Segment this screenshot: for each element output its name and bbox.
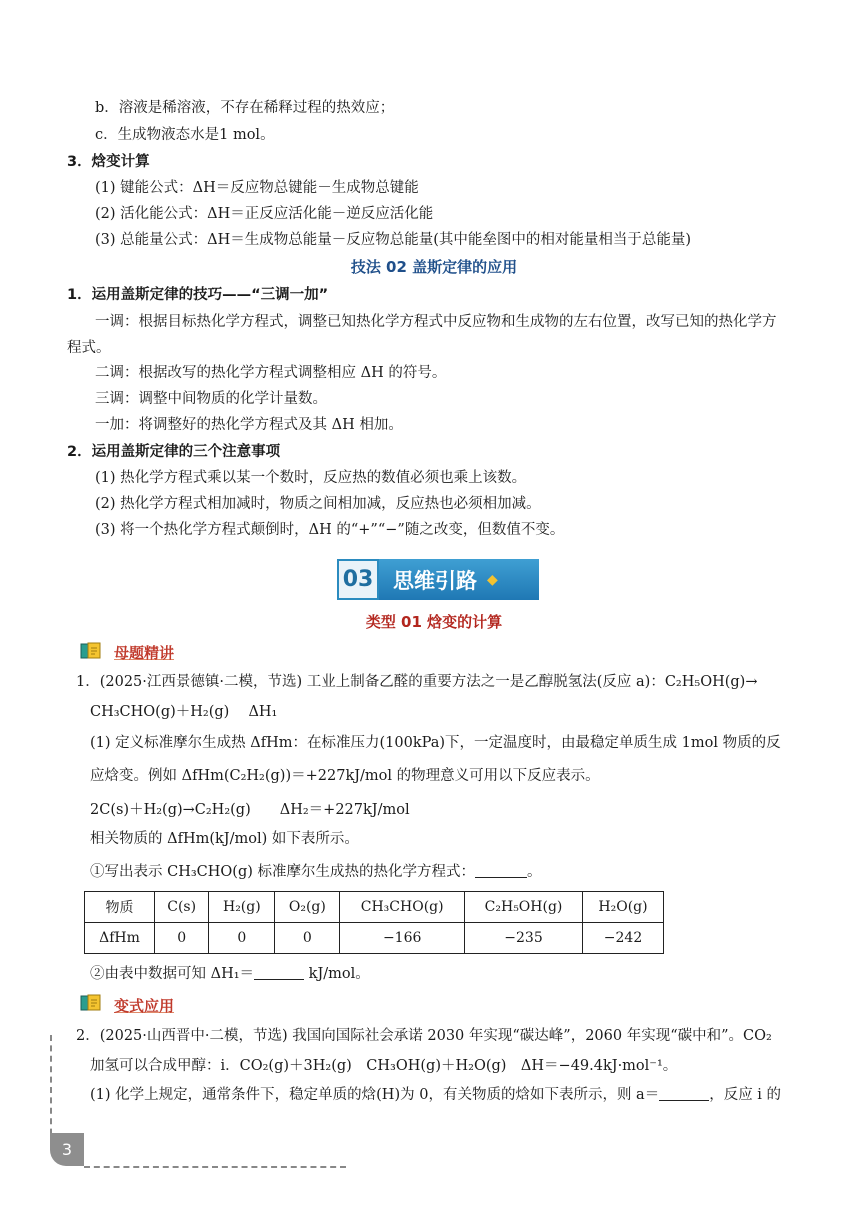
book-icon xyxy=(80,994,102,1012)
table-cell: O₂(g) xyxy=(275,892,340,923)
data-table xyxy=(84,891,664,954)
banner-title: 思维引路 xyxy=(393,568,477,593)
text-line: 程式。 xyxy=(67,340,111,356)
subheading-mother-question: 母题精讲 xyxy=(114,644,175,662)
table-row xyxy=(85,892,664,923)
type-title: 类型 01 焓变的计算 xyxy=(365,613,503,631)
text-line: (1) 热化学方程式乘以某一个数时，反应热的数值必须也乘上该数。 xyxy=(95,470,527,486)
table-row xyxy=(85,923,664,954)
question-text xyxy=(90,964,370,984)
text-line: (2) 活化能公式：ΔH＝正反应活化能－逆反应活化能 xyxy=(95,206,434,222)
table-cell: −166 xyxy=(340,923,465,954)
prompt-end: ，反应 i 的 xyxy=(709,1087,782,1103)
answer-blank[interactable] xyxy=(475,863,527,878)
text-line: c．生成物液态水是1 mol。 xyxy=(95,127,275,143)
table-cell: H₂O(g) xyxy=(583,892,664,923)
page-border-dashed xyxy=(50,1035,52,1145)
equation: CH₃CHO(g)＋H₂(g) ΔH₁ xyxy=(90,704,278,720)
question-text: 1．(2025·江西景德镇·二模，节选) 工业上制备乙醛的重要方法之一是乙醇脱氢法(反应 a)：C₂H₅OH(g)→ xyxy=(76,674,758,690)
question-text: (1) 定义标准摩尔生成热 ΔfHm：在标准压力(100kPa)下，一定温度时，由最稳定单质生成 1mol 物质的反 xyxy=(90,735,781,751)
text-line: 一调：根据目标热化学方程式，调整已知热化学方程式中反应物和生成物的左右位置，改写已知的热化学方 xyxy=(95,314,777,330)
section-banner xyxy=(337,559,539,600)
text-line: (3) 总能量公式：ΔH＝生成物总能量－反应物总能量(其中能垒图中的相对能量相当于总能量) xyxy=(95,232,692,248)
table-cell: CH₃CHO(g) xyxy=(340,892,465,923)
prompt-end: 。 xyxy=(527,864,542,880)
prompt: (1) 化学上规定，通常条件下，稳定单质的焓(H)为 0，有关物质的焓如下表所示，则 a＝ xyxy=(90,1087,660,1103)
prompt: ②由表中数据可知 ΔH₁＝ xyxy=(90,966,255,982)
text-line: 三调：调整中间物质的化学计量数。 xyxy=(95,391,327,407)
answer-blank[interactable] xyxy=(659,1086,709,1101)
text-line: 二调：根据改写的热化学方程式调整相应 ΔH 的符号。 xyxy=(95,365,447,381)
table-cell: −242 xyxy=(583,923,664,954)
table-cell: C₂H₅OH(g) xyxy=(465,892,583,923)
footer-dashed-line xyxy=(84,1166,346,1168)
table-cell: ΔfHm xyxy=(85,923,155,954)
banner-title-box xyxy=(379,559,539,600)
subheading-variant: 变式应用 xyxy=(114,997,175,1015)
question-text: 应焓变。例如 ΔfHm(C₂H₂(g))＝+227kJ/mol 的物理意义可用以下反应表示。 xyxy=(90,768,600,784)
heading: 1．运用盖斯定律的技巧——“三调一加” xyxy=(67,287,329,303)
question-text xyxy=(90,1085,781,1105)
table-cell: H₂(g) xyxy=(209,892,275,923)
section-title: 技法 02 盖斯定律的应用 xyxy=(350,258,518,276)
text-line: (1) 键能公式：ΔH＝反应物总键能－生成物总键能 xyxy=(95,180,419,196)
answer-blank[interactable] xyxy=(254,965,304,980)
diamond-icon: ◆ xyxy=(487,571,498,588)
prompt-end: kJ/mol。 xyxy=(308,966,370,982)
table-cell: C(s) xyxy=(154,892,208,923)
book-icon xyxy=(80,642,102,660)
question-text: 相关物质的 ΔfHm(kJ/mol) 如下表所示。 xyxy=(90,831,359,847)
equation: 加氢可以合成甲醇：i．CO₂(g)＋3H₂(g) CH₃OH(g)＋H₂O(g) ΔH＝−49.4kJ·mol⁻¹。 xyxy=(90,1058,678,1074)
table-cell: 0 xyxy=(209,923,275,954)
text-line: 一加：将调整好的热化学方程式及其 ΔH 相加。 xyxy=(95,417,403,433)
table-cell: −235 xyxy=(465,923,583,954)
text-line: (2) 热化学方程式相加减时，物质之间相加减，反应热也必须相加减。 xyxy=(95,496,541,512)
question-text xyxy=(90,862,542,882)
text-line: b．溶液是稀溶液，不存在稀释过程的热效应； xyxy=(95,100,395,116)
banner-number: 03 xyxy=(337,559,379,600)
text-line: (3) 将一个热化学方程式颠倒时，ΔH 的“+”“−”随之改变，但数值不变。 xyxy=(95,522,565,538)
equation: 2C(s)＋H₂(g)→C₂H₂(g) ΔH₂＝+227kJ/mol xyxy=(90,802,410,818)
table-cell: 物质 xyxy=(85,892,155,923)
table-cell: 0 xyxy=(275,923,340,954)
heading: 3．焓变计算 xyxy=(67,154,150,170)
prompt: ①写出表示 CH₃CHO(g) 标准摩尔生成热的热化学方程式： xyxy=(90,864,475,880)
page-number: 3 xyxy=(50,1133,84,1166)
question-text: 2．(2025·山西晋中·二模，节选) 我国向国际社会承诺 2030 年实现“碳达峰”，2060 年实现“碳中和”。CO₂ xyxy=(76,1028,772,1044)
heading: 2．运用盖斯定律的三个注意事项 xyxy=(67,444,281,460)
table-cell: 0 xyxy=(154,923,208,954)
